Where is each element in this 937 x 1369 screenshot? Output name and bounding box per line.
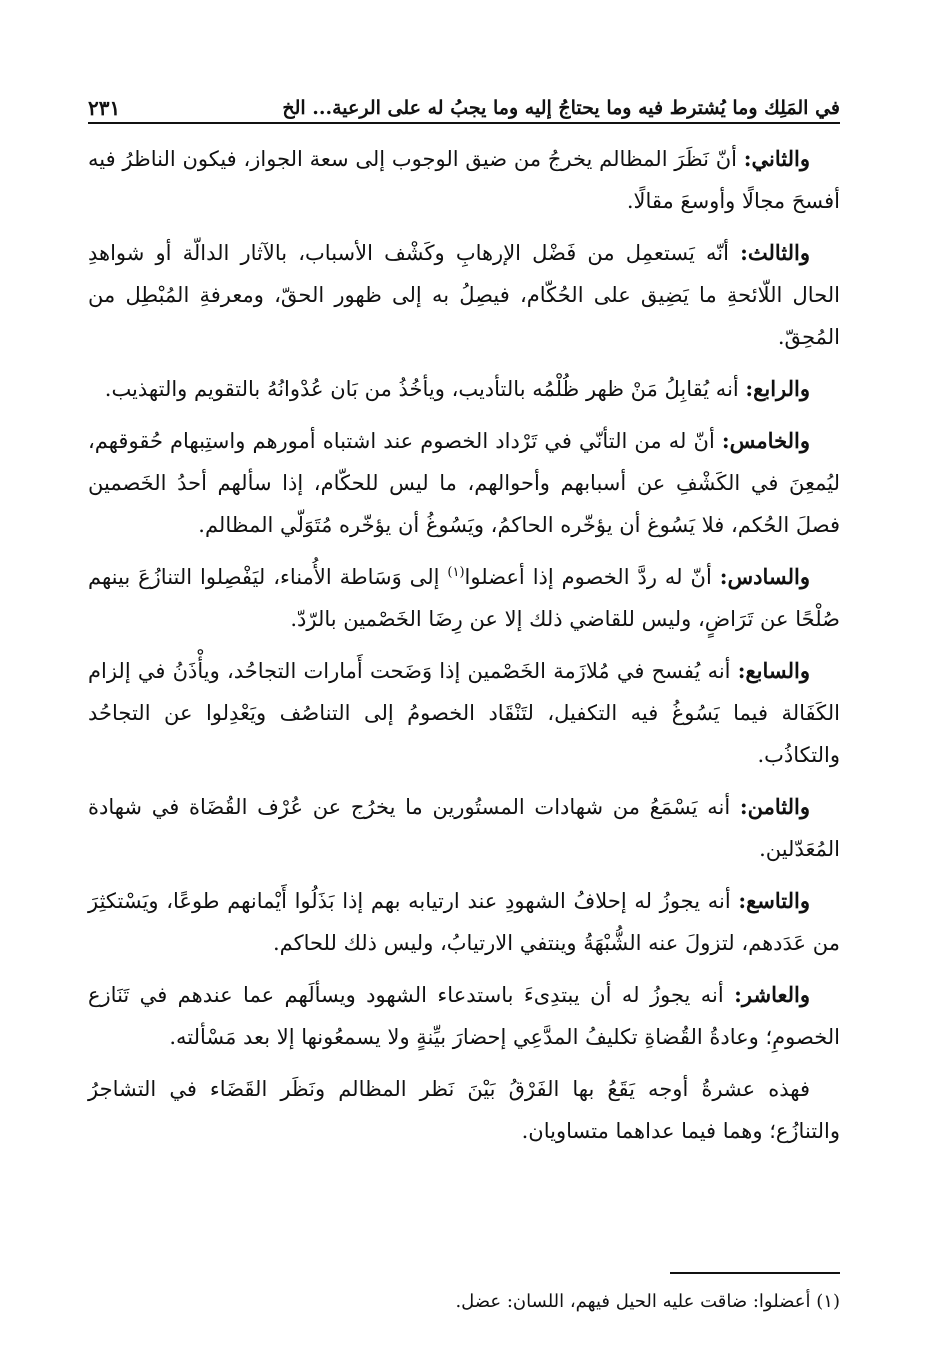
footnote-reference: (١) [447, 565, 465, 580]
paragraph-lead: والعاشر: [734, 982, 810, 1007]
paragraph-lead: والثامن: [739, 794, 810, 819]
footnote-text: أعضلوا: ضاقت عليه الحيل فيهم، اللسان: عضل. [455, 1291, 817, 1312]
paragraph-text: أنه يَسْمَعُ من شهادات المستُورين ما يخرُج عن عُرْف القُضَاة في شهادة المُعَدّلين. [88, 795, 840, 861]
paragraph-text: أنه يجوزُ له إحلافُ الشهودِ عند ارتيابه بهم إذا بَذَلُوا أَيْمانهم طوعًا، ويَسْتكثِرَ من عَدَدهم، لتزولَ عنه الشُّبْهَةُ وينتفي الارتيابُ، وليس ذلك للحاكم. [88, 889, 840, 955]
paragraph-text: إلى وَسَاطة الأُمناء، ليَفْصِلوا التنازُعَ بينهم صُلْحًا عن تَرَاضٍ، وليس للقاضي ذلك إلا عن رِضَا الخَصْمين بالرّدّ. [88, 565, 840, 631]
book-page [88, 82, 840, 1332]
paragraph-lead: والثالث: [740, 240, 810, 265]
paragraph-lead: والخامس: [721, 428, 810, 453]
paragraph-seventh [88, 650, 840, 776]
header-title: في المَلِك وما يُشترط فيه وما يحتاجُ إليه وما يجبُ له على الرعية... الخ [282, 97, 840, 119]
paragraph-text: أنّ له من التأنّي في تَرْداد الخصوم عند اشتباه أمورهم واستِبهام حُقوقهم، ليُمعِنَ في الكَشْفِ عن أسبابهم وأحوالهم، ما ليس للحكّام، إذا سألهم أحدُ الخَصمين فصلَ الحُكم، فلا يَسُوغ أن يؤخّره الحاكمُ، ويَسُوغُ أن يؤخّره مُتَوَلّي المظالم. [88, 429, 840, 537]
paragraph-lead: والرابع: [745, 376, 810, 401]
paragraph-lead: والتاسع: [738, 888, 810, 913]
paragraph-lead: والثاني: [743, 146, 810, 171]
paragraph-conclusion [88, 1068, 840, 1152]
paragraph-text: فهذه عشرةُ أوجه يَقَعُ بها الفَرْقُ بَيْنَ نَظر المظالم ونَظَر القَضَاء في التشاجرُ والتنازُع؛ وهما فيما عداهما متساويان. [88, 1077, 840, 1143]
paragraph-ninth [88, 880, 840, 964]
page-body [88, 138, 840, 1152]
paragraph-fourth [88, 368, 840, 410]
footnote-divider [670, 1272, 840, 1274]
paragraph-text: أنه يُقابِلُ مَنْ ظهر ظُلْمُه بالتأديب، ويأخُذُ من بَان عُدْوانُهُ بالتقويم والتهذيب. [104, 377, 746, 401]
paragraph-lead: والسادس: [719, 564, 811, 589]
paragraph-sixth [88, 556, 840, 640]
paragraph-fifth [88, 420, 840, 546]
page-number: ٢٣١ [88, 96, 121, 120]
paragraph-tenth [88, 974, 840, 1058]
paragraph-text: أنّ له ردَّ الخصوم إذا أعضلوا [464, 565, 720, 589]
paragraph-text: أنّ نَظَرَ المظالم يخرجُ من ضيق الوجوب إلى سعة الجواز، فيكون الناظرُ فيه أفسحَ مجالًا وأوسعَ مقالًا. [88, 147, 840, 213]
paragraph-text: أنه يُفسح في مُلازَمة الخَصْمين إذا وَضَحت أَمارات التجاحُد، ويأْذَنُ في إلزام الكَفَالة فيما يَسُوغُ فيه التكفيل، لتَنْقَاد الخصومُ إلى التناصُف ويَعْدِلوا عن التجاحُد والتكاذُب. [88, 659, 840, 767]
running-header [88, 82, 840, 124]
paragraph-second [88, 138, 840, 222]
paragraph-lead: والسابع: [737, 658, 810, 683]
footnote-marker: (١) [816, 1291, 840, 1312]
footnote [455, 1288, 840, 1316]
paragraph-third [88, 232, 840, 358]
paragraph-text: أنه يجوزُ له أن يبتدِىءَ باستدعاء الشهود ويسألَهم عما عندهم في تَنَازع الخصومِ؛ وعادةُ القُضاةِ تكليفُ المدَّعِي إحضارَ بيِّنةٍ ولا يسمعُونها إلا بعد مَسْألته. [88, 983, 840, 1049]
paragraph-text: أنّه يَستعمِل من فَضْل الإرهابِ وكَشْف الأسباب، بالآثار الدالّة أو شواهدِ الحال اللّائحةِ ما يَضِيق على الحُكّام، فيصِلُ به إلى ظهور الحقّ، ومعرفةِ المُبْطِل من المُحِقّ. [88, 241, 840, 349]
paragraph-eighth [88, 786, 840, 870]
